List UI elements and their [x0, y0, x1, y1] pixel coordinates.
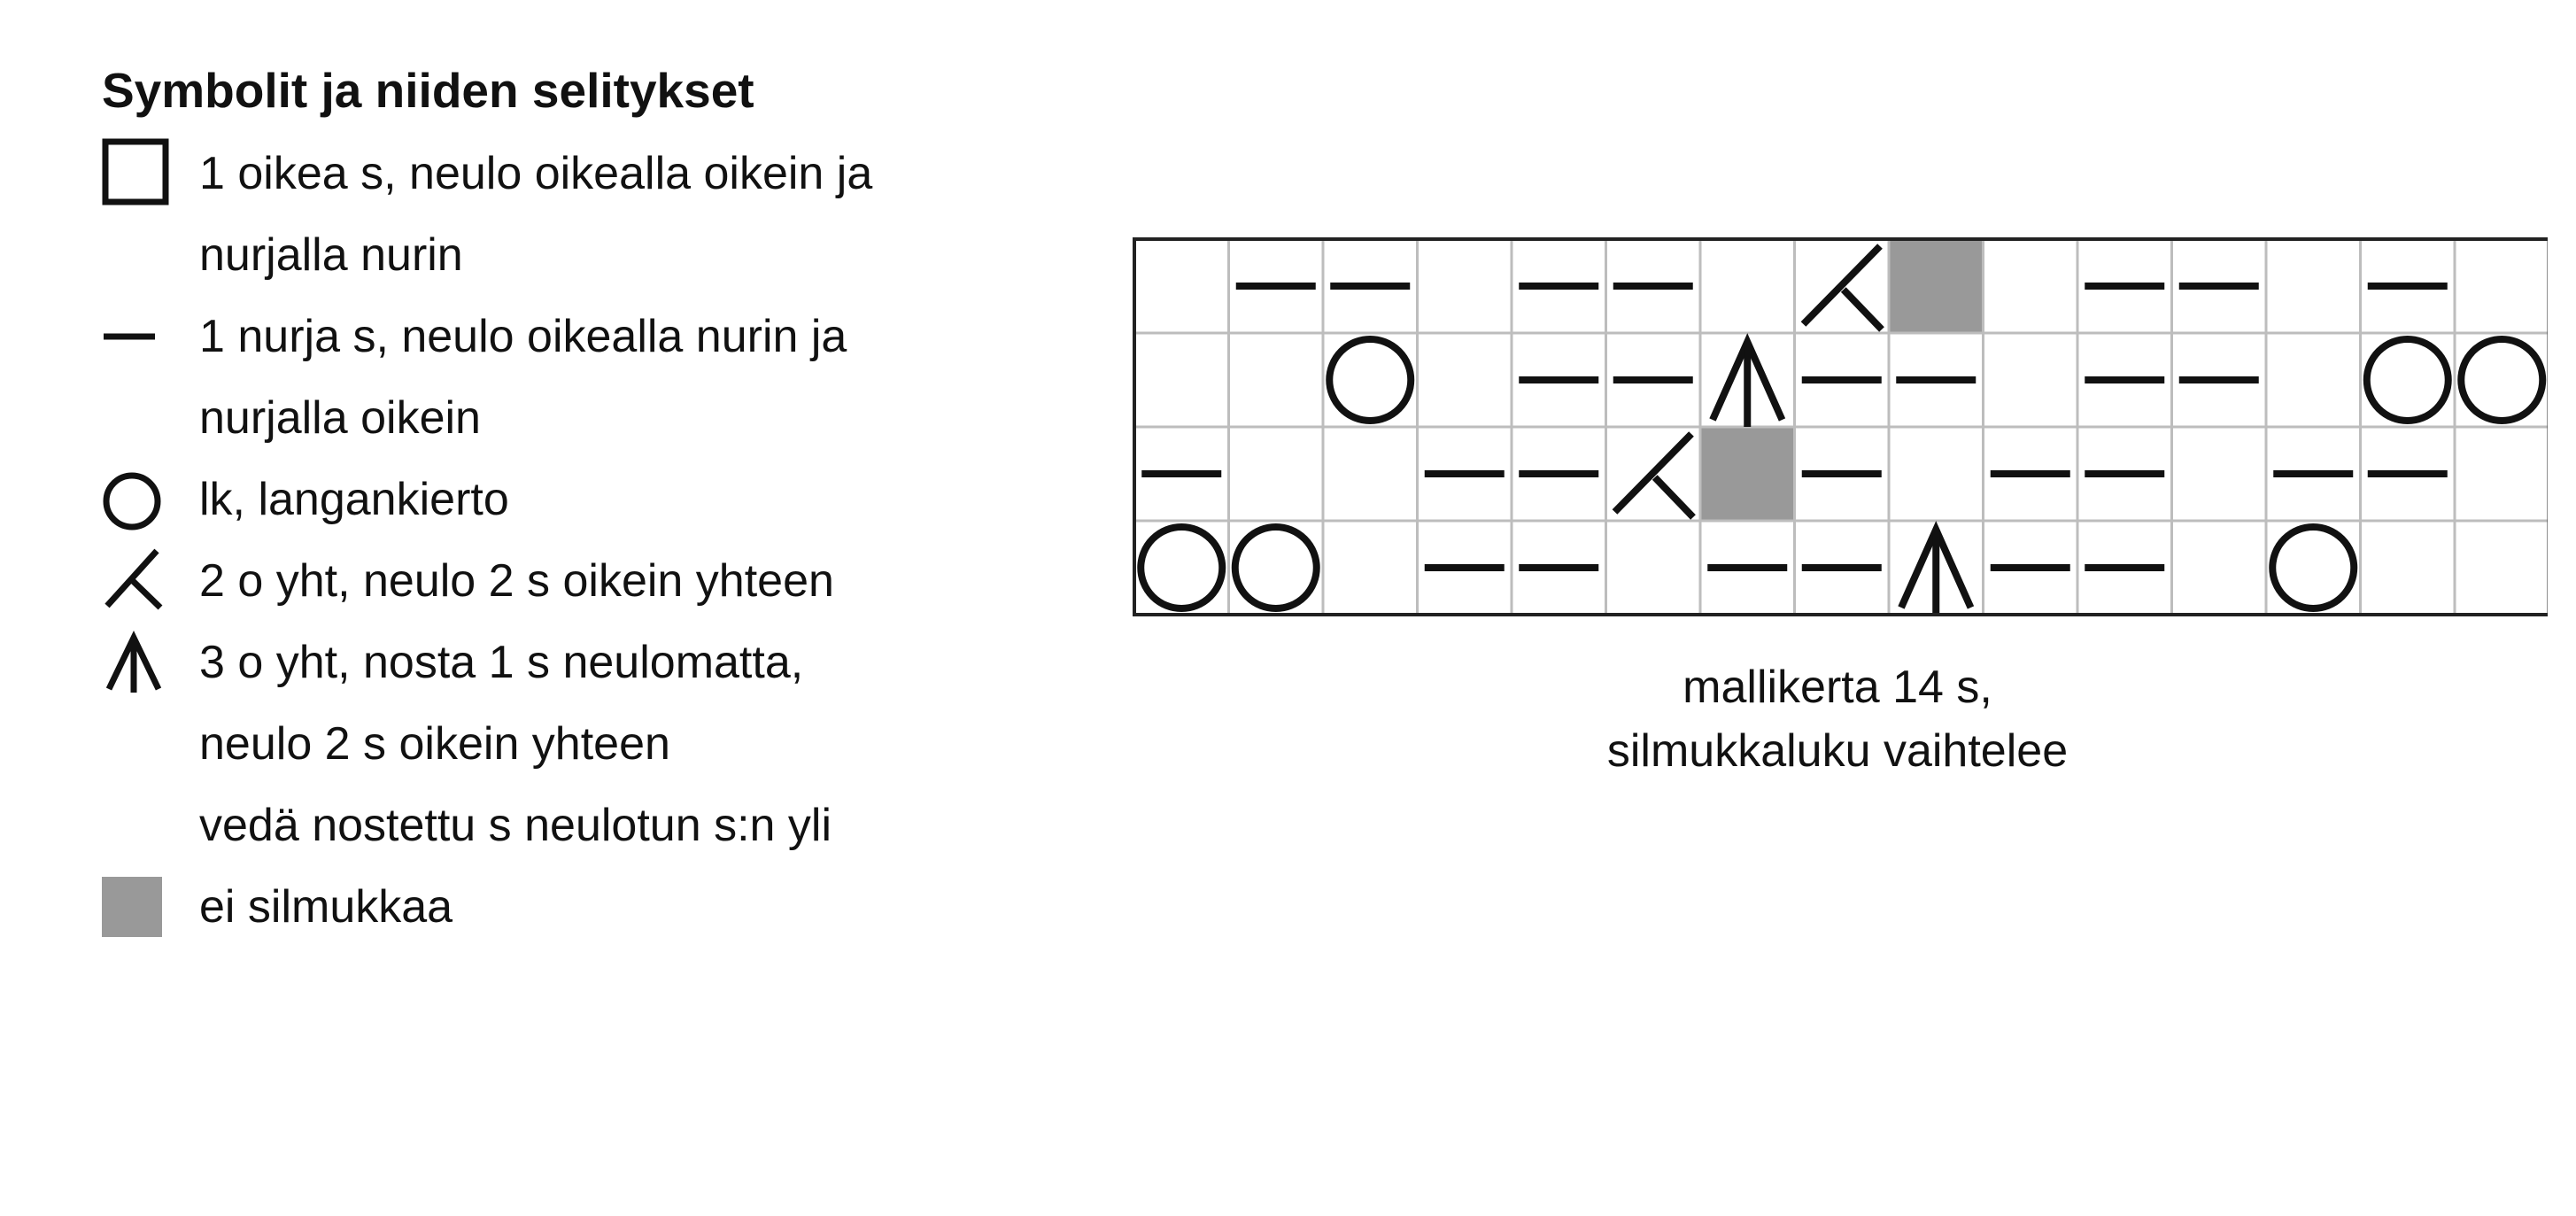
legend-text-line: neulo 2 s oikein yhteen — [199, 718, 670, 770]
legend-text-line: vedä nostettu s neulotun s:n yli — [199, 800, 832, 851]
legend-item-purl — [102, 296, 1058, 459]
legend-item-k2tog — [102, 540, 1058, 622]
legend-text-line: lk, langankierto — [199, 474, 509, 525]
no-stitch-icon — [102, 866, 199, 948]
caption-line-repeat: mallikerta 14 s, — [1683, 662, 1992, 713]
legend-item-yarn-over — [102, 459, 1058, 540]
knitting-chart-grid — [1131, 236, 2548, 616]
knitting-chart — [1131, 236, 2548, 616]
legend-text-line: nurjalla nurin — [199, 229, 463, 281]
sk2p-icon — [102, 622, 199, 703]
no-stitch-cell — [1889, 239, 1984, 333]
purl-dash-icon — [102, 296, 199, 377]
legend-item-sk2p — [102, 622, 1058, 866]
caption-line-count: silmukkaluku vaihtelee — [1606, 725, 2069, 777]
legend-text-line: 1 nurja s, neulo oikealla nurin ja — [199, 311, 847, 362]
legend-item-knit — [102, 133, 1058, 296]
legend-text-line: ei silmukkaa — [199, 881, 453, 933]
legend-text-line: nurjalla oikein — [199, 392, 481, 444]
legend-text-line: 2 o yht, neulo 2 s oikein yhteen — [199, 555, 834, 607]
no-stitch-cell — [1700, 427, 1795, 521]
symbol-legend — [102, 55, 1058, 948]
legend-text-line: 1 oikea s, neulo oikealla oikein ja — [199, 148, 873, 199]
legend-title: Symbolit ja niiden selitykset — [102, 63, 754, 118]
yarn-over-circle-icon — [102, 459, 199, 540]
legend-text-line: 3 o yht, nosta 1 s neulomatta, — [199, 637, 804, 688]
chart-caption — [1133, 655, 2541, 783]
legend-item-no-stitch — [102, 866, 1058, 948]
k2tog-icon — [102, 540, 199, 622]
knit-square-icon — [102, 133, 199, 214]
